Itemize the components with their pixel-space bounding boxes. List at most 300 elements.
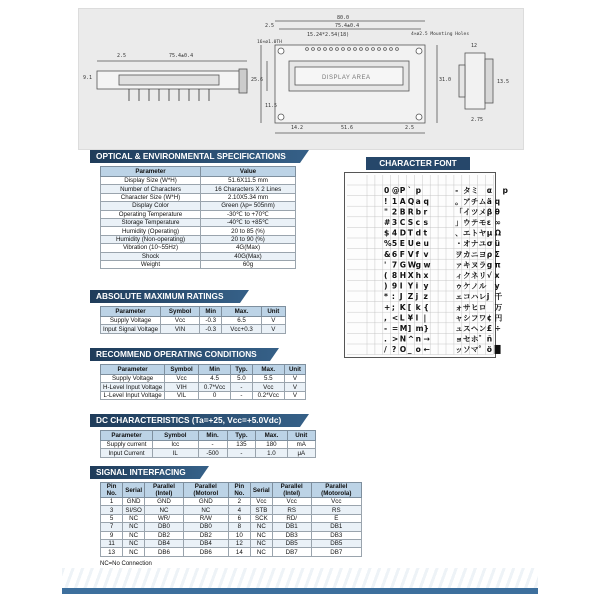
col-header: Value <box>201 167 296 177</box>
dim-pcb-width: 75.4±0.4 <box>335 23 360 29</box>
font-glyph: g <box>415 260 422 270</box>
table-cell: Supply current <box>101 441 153 449</box>
table-cell: -0.3 <box>200 325 222 333</box>
dim-height-a: 25.6 <box>251 77 264 83</box>
table-row <box>101 227 296 235</box>
font-glyph: メ <box>478 207 487 217</box>
signal-interfacing-table <box>100 482 362 557</box>
font-glyph: ノ <box>470 281 479 291</box>
table-row <box>101 498 362 506</box>
table-row <box>101 441 316 449</box>
font-glyph: 「 <box>455 207 463 217</box>
table-cell: Operating Temperature <box>101 210 201 218</box>
table-cell: 0.7*Vcc <box>198 383 230 391</box>
recommend-rows <box>101 375 306 400</box>
table-cell: DB4 <box>183 539 228 547</box>
dim-right-b: 13.5 <box>497 79 510 85</box>
font-glyph: h <box>415 271 422 280</box>
font-glyph: ィ <box>455 271 463 280</box>
col-header: Symbol <box>153 431 199 441</box>
col-header: Parallel (Motorola) <box>311 483 361 498</box>
font-glyph: a <box>415 196 421 206</box>
table-row <box>101 383 306 391</box>
font-glyph: ñ <box>486 334 493 344</box>
table-cell: 5 <box>101 514 123 522</box>
table-cell: Vcc+0.3 <box>222 325 261 333</box>
font-glyph: ス <box>463 324 471 333</box>
font-glyph: H <box>399 271 407 280</box>
table-cell: NC <box>123 539 145 547</box>
table-cell: 3 <box>101 506 123 514</box>
table-row <box>101 317 286 325</box>
table-cell: Display Size (W*H) <box>101 177 201 185</box>
table-cell: GND <box>145 498 184 506</box>
table-row <box>101 514 362 522</box>
table-cell: 60g <box>201 260 296 268</box>
bottom-accent-bar <box>62 588 538 594</box>
table-cell: Vcc <box>250 498 272 506</box>
font-glyph: 」 <box>455 218 463 227</box>
table-cell: 9 <box>101 531 123 539</box>
font-glyph: ケ <box>463 281 471 291</box>
table-row <box>101 177 296 185</box>
font-glyph: → <box>423 334 430 344</box>
font-glyph: + <box>384 302 391 312</box>
table-cell: mA <box>287 441 315 449</box>
table-cell: DB7 <box>272 548 311 556</box>
font-glyph: _ <box>407 345 412 355</box>
font-glyph: ゛ <box>478 334 487 344</box>
table-cell: NC <box>250 548 272 556</box>
table-cell: RS <box>272 506 311 514</box>
font-glyph: p <box>502 186 508 196</box>
font-glyph: T <box>407 228 413 238</box>
table-row <box>101 325 286 333</box>
table-cell: 20 to 90 (%) <box>201 235 296 243</box>
font-glyph: y <box>494 281 500 291</box>
font-glyph: 2 <box>391 207 398 217</box>
font-glyph: K <box>399 302 406 312</box>
font-glyph: B <box>399 207 406 217</box>
col-header: Min <box>198 365 230 375</box>
font-glyph: β <box>486 207 493 217</box>
table-row <box>101 548 362 556</box>
font-glyph: 9 <box>391 281 398 291</box>
dimension-drawing-svg <box>79 9 525 151</box>
font-glyph: ← <box>423 345 430 355</box>
font-glyph: £ <box>486 324 492 333</box>
table-cell: GND <box>123 498 145 506</box>
font-glyph: σ <box>486 239 493 249</box>
table-row <box>101 218 296 226</box>
font-glyph: オ <box>463 239 471 249</box>
table-cell: Input Current <box>101 449 153 457</box>
font-glyph: q <box>494 196 501 206</box>
table-cell: Storage Temperature <box>101 218 201 226</box>
font-glyph: & <box>384 249 391 259</box>
optical-spec-table <box>100 166 296 269</box>
font-glyph: p <box>415 186 422 196</box>
table-cell: Weight <box>101 260 201 268</box>
font-glyph: A <box>399 196 406 206</box>
font-glyph: M <box>399 324 408 333</box>
font-glyph: } <box>423 324 429 333</box>
font-glyph: ` <box>407 186 412 196</box>
table-cell: μA <box>287 449 315 457</box>
table-row <box>101 506 362 514</box>
font-glyph: セ <box>463 334 471 344</box>
font-glyph: ハ <box>470 292 479 302</box>
font-glyph: Y <box>407 281 414 291</box>
dc-rows <box>101 441 316 458</box>
font-glyph: Q <box>407 196 415 206</box>
absolute-ratings-table <box>100 306 286 334</box>
dim-bottom-c: 2.5 <box>405 125 415 131</box>
col-header: Min <box>200 307 222 317</box>
dim-bottom-a: 14.2 <box>291 125 304 131</box>
font-glyph: ・ <box>455 239 463 249</box>
table-cell: 5.5 <box>252 375 284 383</box>
font-glyph: █ <box>494 345 501 355</box>
table-row <box>101 531 362 539</box>
font-glyph: G <box>399 260 407 270</box>
font-glyph: μ <box>486 228 493 238</box>
col-header: Unit <box>261 307 285 317</box>
font-glyph: w <box>423 260 431 270</box>
table-cell: E <box>311 514 361 522</box>
font-glyph: R <box>407 207 414 217</box>
table-cell: DB7 <box>311 548 361 556</box>
character-font-grid <box>344 172 508 358</box>
col-header: Unit <box>287 431 315 441</box>
table-header-row <box>101 483 362 498</box>
col-header: Symbol <box>161 307 200 317</box>
font-glyph: X <box>407 271 414 280</box>
table-cell: 1 <box>101 498 123 506</box>
font-glyph: イ <box>463 207 471 217</box>
table-cell: 5.0 <box>231 375 252 383</box>
table-cell: 7 <box>101 523 123 531</box>
table-row <box>101 260 296 268</box>
col-header: Parameter <box>101 431 153 441</box>
table-header-row <box>101 365 306 375</box>
font-glyph: 3 <box>391 218 398 227</box>
font-glyph: e <box>415 239 421 249</box>
font-glyph: d <box>415 228 422 238</box>
font-glyph: ト <box>470 228 479 238</box>
font-glyph: ツ <box>470 207 479 217</box>
table-cell: 2.10X5.34 mm <box>201 193 296 201</box>
font-glyph: ö <box>486 345 492 355</box>
table-cell: Character Size (W*H) <box>101 193 201 201</box>
table-row <box>101 210 296 218</box>
font-glyph: - <box>455 186 459 196</box>
font-glyph: 円 <box>494 313 503 323</box>
table-cell: GND <box>183 498 228 506</box>
table-cell: RS <box>311 506 361 514</box>
recommend-conditions-table <box>100 364 306 400</box>
font-glyph: シ <box>463 313 471 323</box>
font-glyph: s <box>423 218 429 227</box>
col-header: Max. <box>256 431 287 441</box>
font-glyph: ¢ <box>486 313 492 323</box>
font-glyph: √ <box>486 271 492 280</box>
font-glyph: ¥ <box>407 313 413 323</box>
dim-bottom-b: 51.6 <box>341 125 354 131</box>
dim-total-width: 80.0 <box>337 15 350 21</box>
table-cell: 16 Characters X 2 Lines <box>201 185 296 193</box>
mounting-holes-label: 4×ø2.5 Mounting Holes <box>411 32 470 37</box>
font-glyph: ラ <box>478 260 487 270</box>
font-glyph: ρ <box>486 249 493 259</box>
recommend-section-title: RECOMMEND OPERATING CONDITIONS <box>90 348 270 361</box>
mechanical-drawing <box>78 8 524 150</box>
font-glyph: | <box>423 313 427 323</box>
font-glyph: / <box>384 345 387 355</box>
font-glyph: f <box>415 249 419 259</box>
signal-rows <box>101 498 362 557</box>
decorative-pattern <box>62 568 538 588</box>
table-cell: 2 <box>228 498 250 506</box>
table-cell: 10 <box>228 531 250 539</box>
dc-section-title: DC CHARACTERISTICS (Ta=+25, Vcc=+5.0Vdc) <box>90 414 300 427</box>
table-cell: -30℃ to +70℃ <box>201 210 296 218</box>
font-glyph: 千 <box>494 292 503 302</box>
font-glyph: ア <box>463 196 471 206</box>
font-glyph: 0 <box>384 186 390 196</box>
font-glyph: ミ <box>470 186 479 196</box>
table-cell: SI/SO <box>123 506 145 514</box>
table-row <box>101 391 306 399</box>
table-row <box>101 202 296 210</box>
font-glyph: ? <box>391 345 397 355</box>
font-glyph: J <box>399 292 403 302</box>
table-cell: - <box>198 441 227 449</box>
dim-height-c: 11.5 <box>265 103 278 109</box>
table-cell: Humidity (Operating) <box>101 227 201 235</box>
table-row <box>101 539 362 547</box>
font-glyph: ル <box>478 281 487 291</box>
table-cell: 20 to 85 (%) <box>201 227 296 235</box>
font-glyph: D <box>399 228 407 238</box>
table-cell: 4G(Max) <box>201 244 296 252</box>
table-cell: 12 <box>228 539 250 547</box>
font-glyph: 、 <box>455 228 463 238</box>
font-glyph: j <box>415 292 419 302</box>
table-cell: DB5 <box>311 539 361 547</box>
font-glyph: O <box>399 345 407 355</box>
table-cell: 14 <box>228 548 250 556</box>
table-row <box>101 185 296 193</box>
col-header: Parameter <box>101 307 161 317</box>
font-glyph: Ω <box>494 228 502 238</box>
font-glyph: ム <box>478 196 487 206</box>
font-glyph: リ <box>478 271 487 280</box>
side-view-left <box>97 61 247 101</box>
font-glyph: , <box>384 313 387 323</box>
font-glyph: N <box>399 334 407 344</box>
table-cell: Vcc <box>161 317 200 325</box>
table-row <box>101 375 306 383</box>
col-header: Typ. <box>231 365 252 375</box>
table-cell: NC <box>250 539 272 547</box>
font-glyph: C <box>399 218 406 227</box>
font-glyph: ( <box>384 271 388 280</box>
side-pins <box>129 89 209 101</box>
font-glyph: ; <box>391 302 395 312</box>
table-cell: Vcc <box>165 375 199 383</box>
table-cell: V <box>284 383 305 391</box>
table-cell: -500 <box>198 449 227 457</box>
font-glyph: ' <box>384 260 387 270</box>
font-glyph: カ <box>463 249 471 259</box>
font-glyph: ヲ <box>455 249 463 259</box>
table-cell: 11 <box>101 539 123 547</box>
table-cell: 0 <box>198 391 230 399</box>
font-glyph: ク <box>463 271 471 280</box>
col-header: Pin No. <box>101 483 123 498</box>
font-glyph: コ <box>463 292 471 302</box>
font-glyph: < <box>391 313 399 323</box>
table-row <box>101 252 296 260</box>
table-cell: - <box>231 391 252 399</box>
signal-section-title: SIGNAL INTERFACING <box>90 466 200 479</box>
font-glyph: k <box>415 302 421 312</box>
font-glyph: % <box>384 239 392 249</box>
dim-pin-pitch: 2.5 <box>265 23 275 29</box>
font-glyph: エ <box>463 228 471 238</box>
optical-section-title: OPTICAL & ENVIRONMENTAL SPECIFICATIONS <box>90 150 300 163</box>
table-cell: NC <box>123 548 145 556</box>
table-cell: Icc <box>153 441 199 449</box>
font-glyph: キ <box>463 260 471 270</box>
font-glyph: W <box>407 260 417 270</box>
col-header: Typ. <box>227 431 256 441</box>
font-glyph: ワ <box>478 313 487 323</box>
font-glyph: ^ <box>407 334 415 344</box>
font-glyph: α <box>486 186 492 196</box>
table-cell: V <box>261 325 285 333</box>
dc-characteristics-table <box>100 430 316 458</box>
table-cell: NC <box>123 531 145 539</box>
table-cell: 1.0 <box>256 449 287 457</box>
table-cell: Number of Characters <box>101 185 201 193</box>
font-glyph: * <box>384 292 388 302</box>
font-glyph: ∞ <box>494 218 501 227</box>
table-row <box>101 193 296 201</box>
col-header: Parallel (Intel) <box>272 483 311 498</box>
font-glyph: ォ <box>455 302 463 312</box>
font-glyph: レ <box>478 292 487 302</box>
dim-bottom-side: 2.75 <box>471 117 484 123</box>
font-glyph: x <box>423 271 429 280</box>
table-header-row <box>101 167 296 177</box>
table-row <box>101 235 296 243</box>
font-glyph: ユ <box>478 239 487 249</box>
font-glyph: v <box>423 249 429 259</box>
col-header: Unit <box>284 365 305 375</box>
character-font-svg <box>345 173 508 357</box>
col-header: Min. <box>198 431 227 441</box>
font-glyph: V <box>407 249 414 259</box>
table-cell: 4 <box>228 506 250 514</box>
font-glyph: z <box>423 292 428 302</box>
table-cell: DB5 <box>272 539 311 547</box>
font-glyph: ャ <box>455 313 463 323</box>
font-glyph: ゥ <box>455 281 463 291</box>
font-glyph: ァ <box>455 260 463 270</box>
font-glyph: P <box>399 186 406 196</box>
font-glyph: c <box>415 218 421 227</box>
table-cell: R/W <box>183 514 228 522</box>
font-glyph: j <box>486 292 490 302</box>
font-glyph: : <box>391 292 395 302</box>
table-cell: SCK <box>250 514 272 522</box>
dim-right-a: 12 <box>471 43 478 49</box>
table-cell: Vcc <box>311 498 361 506</box>
font-glyph: モ <box>478 218 487 227</box>
font-glyph: @ <box>391 186 400 196</box>
font-glyph: n <box>415 334 422 344</box>
absolute-section-title: ABSOLUTE MAXIMUM RATINGS <box>90 290 240 303</box>
table-cell: NC <box>145 506 184 514</box>
font-glyph: ü <box>494 239 501 249</box>
table-cell: -40℃ to +85℃ <box>201 218 296 226</box>
font-glyph: 1 <box>391 196 398 206</box>
table-cell: VIH <box>165 383 199 391</box>
table-row <box>101 244 296 252</box>
font-glyph: ュ <box>455 324 463 333</box>
table-cell: 40G(Max) <box>201 252 296 260</box>
table-cell: -0.3 <box>200 317 222 325</box>
font-glyph: ヨ <box>478 249 487 259</box>
font-glyph: ! <box>384 196 388 206</box>
table-cell: Green (λp≈ 505nm) <box>201 202 296 210</box>
font-glyph: 8 <box>391 271 398 280</box>
font-glyph: [ <box>407 302 412 312</box>
font-glyph: E <box>399 239 405 249</box>
table-cell: DB6 <box>183 548 228 556</box>
col-header: Max. <box>222 307 261 317</box>
font-glyph: { <box>423 302 429 312</box>
character-font-title: CHARACTER FONT <box>366 157 470 170</box>
table-cell: DB0 <box>145 523 184 531</box>
font-glyph: x <box>494 271 500 280</box>
table-cell: NC <box>123 514 145 522</box>
font-glyph: 。 <box>455 196 463 206</box>
font-glyph: 4 <box>391 228 398 238</box>
font-glyph: ウ <box>463 218 471 227</box>
font-glyph: ナ <box>470 239 479 249</box>
font-glyph: ェ <box>455 292 463 302</box>
col-header: Serial <box>250 483 272 498</box>
signal-footnote: NC=No Connection <box>100 561 152 567</box>
col-header: Parameter <box>101 167 201 177</box>
font-glyph: ホ <box>470 334 479 344</box>
table-cell: V <box>261 317 285 325</box>
col-header: Parallel (Motorol <box>183 483 228 498</box>
font-glyph: π <box>494 260 501 270</box>
font-glyph: 万 <box>494 302 503 312</box>
table-cell: 8 <box>228 523 250 531</box>
table-cell: DB0 <box>183 523 228 531</box>
table-cell: NC <box>250 531 272 539</box>
font-glyph: b <box>415 207 422 217</box>
font-glyph: ヤ <box>478 228 487 238</box>
col-header: Symbol <box>165 365 199 375</box>
col-header: Parameter <box>101 365 165 375</box>
font-glyph: ッ <box>455 345 463 355</box>
